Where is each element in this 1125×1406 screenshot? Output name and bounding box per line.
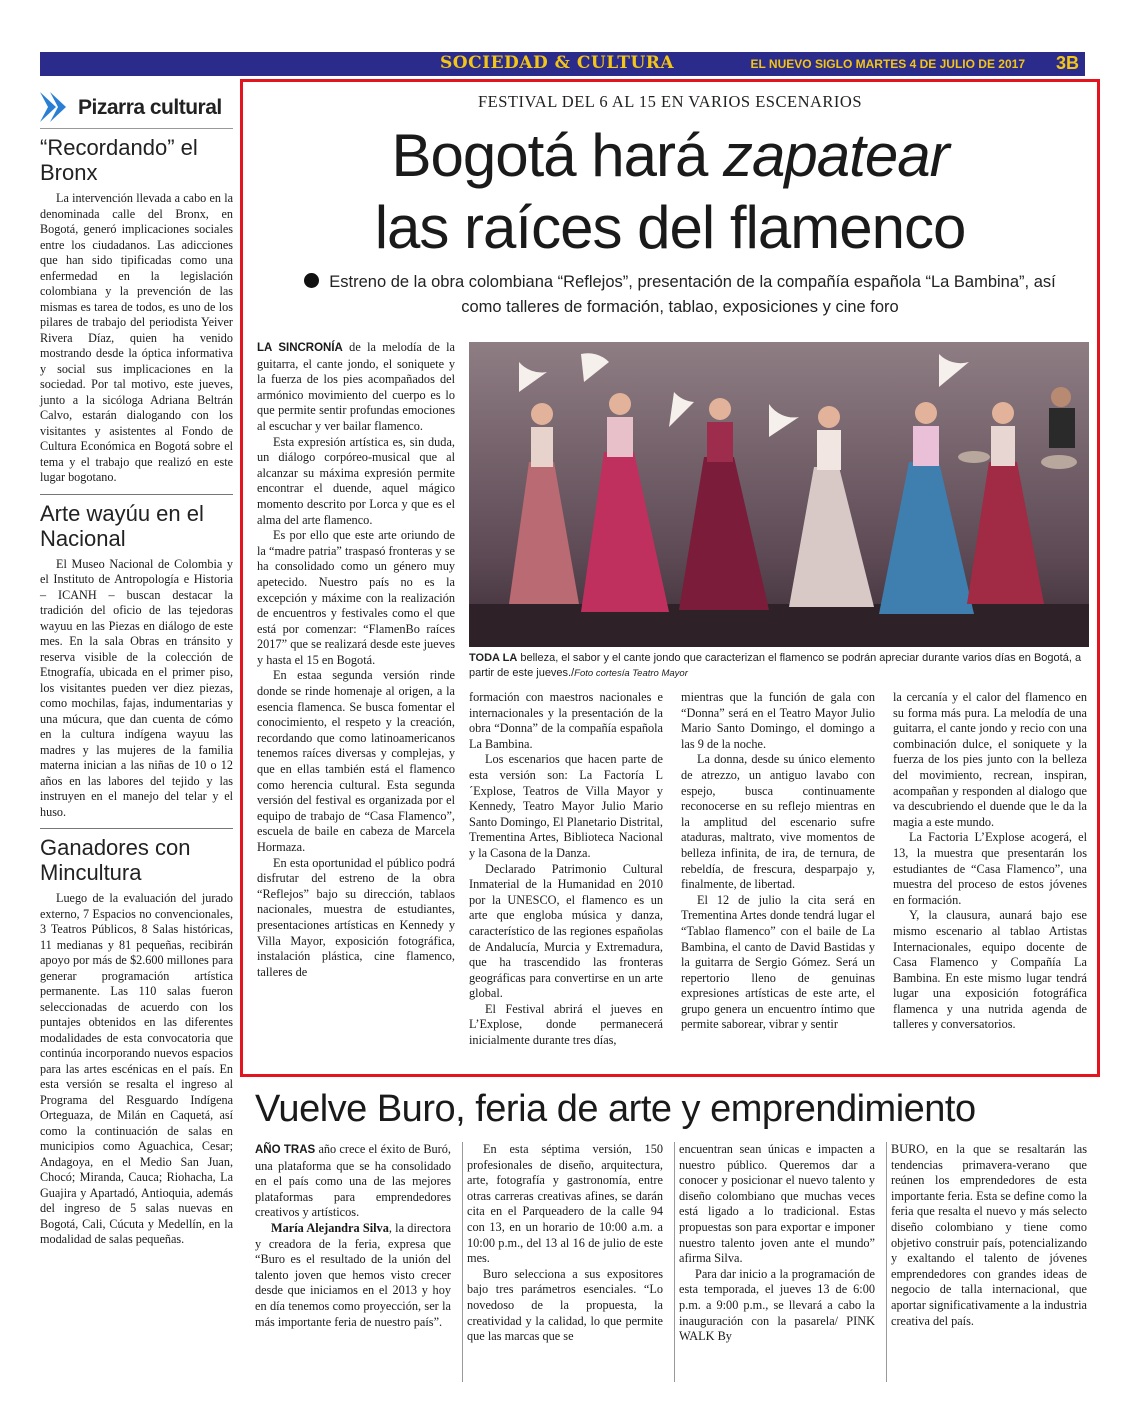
sidebar-divider — [40, 828, 233, 829]
caption-text: belleza, el sabor y el cante jondo que caracterizan el flamenco se podrán apreciar durante varios días en Bogotá, a partir de este jueves./ — [469, 652, 1082, 679]
headline-emphasis: zapatear — [723, 122, 949, 189]
paragraph: Es por ello que este arte oriundo de la “madre patria” traspasó fronteras y se ha consolidado como un género muy apetecido. Nuestro país no es la excepción y máxime con la realización de encuentros y festivales como el que está por comenzar: “FlamenBo raíces 2017” que se realizará desde este jueves y hasta el 15 en Bogotá. — [257, 528, 455, 667]
buro-column-2 — [467, 1142, 663, 1345]
sidebar-heading-mincultura: Ganadores con Mincultura — [40, 835, 191, 885]
article-deck — [303, 270, 1057, 320]
deck-text: Estreno de la obra colombiana “Reflejos”, presentación de la compañía española “La Bambina”, así como talleres de formación, tablao, exposiciones y cine foro — [329, 273, 1056, 316]
paragraph: formación con maestros nacionales e internacionales y la presentación de la obra “Donna” de la compañía española La Bambina. — [469, 690, 663, 751]
sidebar-body-bronx: La intervención llevada a cabo en la denominada calle del Bronx, en Bogotá, generó implicaciones sociales entre los ciudadanos. Las adicciones que han sido tipificadas como una enfermedad en la legislación colombiana y la prevención de las mismas es tarea de todos, es uno de los pilares de trabajo del periodista Yeiver Rivera Díaz, quien ha venido mostrando desde la óptica informativa y social sus implicaciones en la sociedad. Por tal motivo, este jueves, junto a la sicóloga Adriana Beltrán Calvo, estarán dialogando con los visitantes y asistentes al Fondo de Cultura Económica en Bogotá sobre el tema y el trabajo que realizó en este lugar bogotano. — [40, 191, 233, 484]
column-divider — [674, 1142, 675, 1382]
article-column-1 — [257, 340, 455, 980]
paragraph: El 12 de julio la cita será en Trementina Artes donde tendrá lugar el “Tablao flamenco” con el baile de La Bambina, el canto de David Bastidas y la guitarra de Sergio Gómez. Será un repertorio lleno de genuinas expresiones artísticas de este arte, el grupo genera un encuentro íntimo que permite saborear, vibrar y sentir — [681, 892, 875, 1032]
page-number: 3B — [1055, 53, 1079, 73]
dancers-illustration — [469, 342, 1089, 647]
paragraph: El Festival abrirá el jueves en L’Explose, donde permanecerá inicialmente durante tres días, — [469, 1001, 663, 1048]
pizarra-header — [40, 88, 233, 129]
paragraph: mientras que la función de gala con “Donna” será en el Teatro Mayor Julio Mario Santo Domingo, el domingo a las 9 de la noche. — [681, 690, 875, 751]
sidebar-divider — [40, 494, 233, 495]
lead-in: AÑO TRAS — [255, 1144, 316, 1156]
sidebar-pizarra-cultural — [40, 88, 233, 1248]
paragraph: Para dar inicio a la programación de esta temporada, el jueves 13 de 6:00 p.m. a 9:00 p.m., se llevará a cabo la inauguración con la pasarela/ PINK WALK By — [679, 1266, 875, 1344]
article-column-2 — [469, 690, 663, 1049]
paragraph: BURO, en la que se resaltarán las tendencias primavera-verano que reúnen los emprendedores de esta importante feria. Esta se define como la feria que resalta el nuevo y más selecto diseño colombiano y tiene como objetivo construir país, potencializando y exaltando el talento de jóvenes emprendedores con grandes ideas de negocio de talla internacional, que aportar significativamente a la industria creativa del país. — [891, 1142, 1087, 1328]
paper-date: EL NUEVO SIGLO MARTES 4 DE JULIO DE 2017 — [750, 57, 1025, 71]
buro-headline: Vuelve Buro, feria de arte y emprendimiento — [255, 1088, 976, 1130]
paragraph: la cercanía y el calor del flamenco en su forma más pura. La melodía de una guitarra, el cante jondo y recio con una combinación dulce, el soniquete y la fuerza de los pies junto con la belleza del movimiento, recrean, inspiran, acompañan y responden al dialogo que va descubriendo el duende que le da la magia a este mundo. — [893, 690, 1087, 829]
paragraph: Declarado Patrimonio Cultural Inmaterial de la Humanidad en 2010 por la UNESCO, el flamenco es un arte que engloba música y danza, característico de las regiones españolas de Andalucía, Murcia y Extremadura, que ha trascendido las fronteras geográficas para convertirse en un arte global. — [469, 861, 663, 1001]
sidebar-heading-bronx: “Recordando” el Bronx — [40, 135, 198, 185]
sidebar-body-mincultura: Luego de la evaluación del jurado externo, 7 Espacios no convencionales, 3 Teatros Públicos, 8 Salas históricas, 11 medianas y 81 pequeñas, recibirán apoyo por más de $2.600 millones para generar programación artística permanente. Las 110 salas fueron seleccionadas de acuerdo con los puntajes obtenidos en las diferentes modalidades de esta convocatoria que continúa incorporando nuevos espacios para las artes escénicas en el país. En esta versión se resalta el ingreso al Programa del Resguardo Indígena Orteguaza, de Milán en Caquetá, así como la continuación de salas en municipios como Aguachica, Cesar; Andagoya, en el Medio San Juan, Chocó; Miranda, Cauca; Riohacha, La Guajira y Apartadó, Antioquia, además del ingreso de 5 salas nuevas en Bogotá, Cali, Cúcuta y Medellín, en la modalidad de salas pequeñas. — [40, 891, 233, 1246]
sidebar-heading-wayuu: Arte wayúu en el Nacional — [40, 500, 204, 551]
paragraph: Buro selecciona a sus expositores bajo tres parámetros esenciales. “Lo novedoso de la propuesta, la creatividad y la calidad, lo que permite que las marcas que se — [467, 1266, 663, 1344]
flamenco-article — [240, 79, 1100, 1077]
pizarra-title: Pizarra cultural — [78, 96, 222, 119]
paragraph: Y, la clausura, aunará bajo ese mismo escenario al tablao Artistas Internacionales, equipo docente de Casa Flamenco y Compañía La Bambina. En este mismo lugar tendrá lugar una exposición fotográfica flamenca y una nutrida agenda de talleres y conversatorios. — [893, 908, 1087, 1032]
headline-line-2: las raíces del flamenco — [374, 194, 966, 261]
photo-credit: Foto cortesía Teatro Mayor — [574, 668, 688, 679]
paragraph: La donna, desde su único elemento de atrezzo, un antiguo lavabo con espejo, busca continuamente reconocerse en su reflejo mientras en la amplitud del escenario sufre ataduras, maltrato, vive momentos de belleza infinita, de ira, de ternura, de rebeldía, de frescura, desparpajo y, finalmente, de libertad. — [681, 752, 875, 892]
paragraph: En esta oportunidad el público podrá disfrutar del estreno de la obra “Reflejos” bajo su dirección, tablaos nacionales, muestra de estudiantes, presentaciones artísticas en Kennedy y Villa Mayor, exposición fotográfica, instalación plástica, cine flamenco, talleres de — [257, 855, 455, 979]
buro-column-1 — [255, 1142, 451, 1330]
lead-in: LA SINCRONÍA — [257, 342, 343, 354]
column-divider — [462, 1142, 463, 1382]
paragraph: encuentran sean únicas e impacten a nuestro público. Queremos dar a conocer y posicionar el nuevo talento y diseño colombiano que muchas veces está ligado a lo tradicional. Estas propuestas son para exportar e imponer nuestro talento joven ante el mundo” afirma Silva. — [679, 1142, 875, 1266]
paragraph: En esta séptima versión, 150 profesionales de diseño, arquitectura, arte, fotografía y gastronomía, entre otras carreras creativas afines, se darán cita en el Parqueadero de la calle 94 con 13, en un horario de 10:00 a.m. a 10:00 p.m., del 13 al 16 de julio de este mes. — [467, 1142, 663, 1266]
paragraph: , la directora y creadora de la feria, expresa que “Buro es el resultado de la unión del talento joven que hemos visto crecer desde que iniciamos en el 2013 y hoy en día tenemos como proyección, ser la más importante feria de nuestro país”. — [255, 1220, 452, 1329]
sidebar-body-wayuu: El Museo Nacional de Colombia y el Instituto de Antropología e Historia – ICANH – buscan destacar la tradición del oficio de las tejedoras wayuu en las Piezas en diálogo de este mes. En la sala Obras en tránsito y reserva visible de la colección de Etnografía, ubicada en el primer piso, los visitantes pueden ver diez piezas, como mochilas, fajas, indumentarias y una múcura, que dan cuenta de cómo en la cultura indígena wayuu las madres y las mujeres de la familia materna inician a las niñas de 10 o 12 años en las labores del tejido y las instruyen en el manejo del telar y el huso. — [40, 556, 233, 819]
pizarra-arrow-icon — [40, 92, 68, 122]
section-header-band — [40, 52, 1085, 76]
section-title: SOCIEDAD & CULTURA — [440, 53, 675, 73]
paragraph: La Factoria L’Explose acogerá, el 13, la muestra que presentarán los estudiantes de “Casa Flamenco”, una muestra del proceso de estos jóvenes en formación. — [893, 830, 1087, 907]
paragraph: de la melodía de la guitarra, el cante jondo, el soniquete y la fuerza de los pies acompañados del armónico movimiento del cuerpo es lo que permite sentir profundas emociones al escuchar y ver bailar flamenco. — [257, 340, 455, 433]
paragraph: En estaa segunda versión rinde donde se rinde homenaje al origen, a la esencia flamenca. Se busca fomentar el conocimiento, el respeto y la creación, recordando que como latinoamericanos tenemos raíces diversas y complejas, y que en ellas también está el flamenco como herencia cultural. Esta segunda versión del festival es organizada por el equipo de trabajo de “Casa Flamenco”, escuela de baile en cabeza de Marcela Hormaza. — [257, 668, 455, 854]
paragraph: año crece el éxito de Buró, una plataforma que se ha consolidado en el país como una de las mejores plataformas para emprendedores creativos y artísticos. — [255, 1142, 451, 1220]
column-divider — [886, 1142, 887, 1382]
paragraph: Esta expresión artística es, sin duda, un diálogo corpóreo-musical que al alcanzar su máxima expresión permite encontrar el duende, aquel mágico momento descrito por Lorca y que es el alma del arte flamenco. — [257, 434, 455, 527]
buro-column-4 — [891, 1142, 1087, 1329]
flamenco-photo — [469, 342, 1089, 647]
caption-lead: TODA LA — [469, 652, 518, 664]
paragraph: Los escenarios que hacen parte de esta versión son: La Factoría L´Explose, Teatros de Villa Mayor y Kennedy, Teatro Mayor Julio Mario Santo Domingo, El Planetario Distrital, Trementina Artes, Biblioteca Nacional y la Casona de la Danza. — [469, 752, 663, 860]
quoted-name: María Alejandra Silva — [271, 1220, 389, 1235]
article-headline — [243, 120, 1097, 264]
headline-part-a: Bogotá hará — [391, 122, 724, 189]
bullet-icon — [304, 273, 319, 288]
article-column-3 — [681, 690, 875, 1033]
buro-column-3 — [679, 1142, 875, 1345]
article-column-4 — [893, 690, 1087, 1033]
article-kicker: FESTIVAL DEL 6 AL 15 EN VARIOS ESCENARIOS — [478, 92, 862, 111]
photo-caption — [469, 651, 1089, 681]
